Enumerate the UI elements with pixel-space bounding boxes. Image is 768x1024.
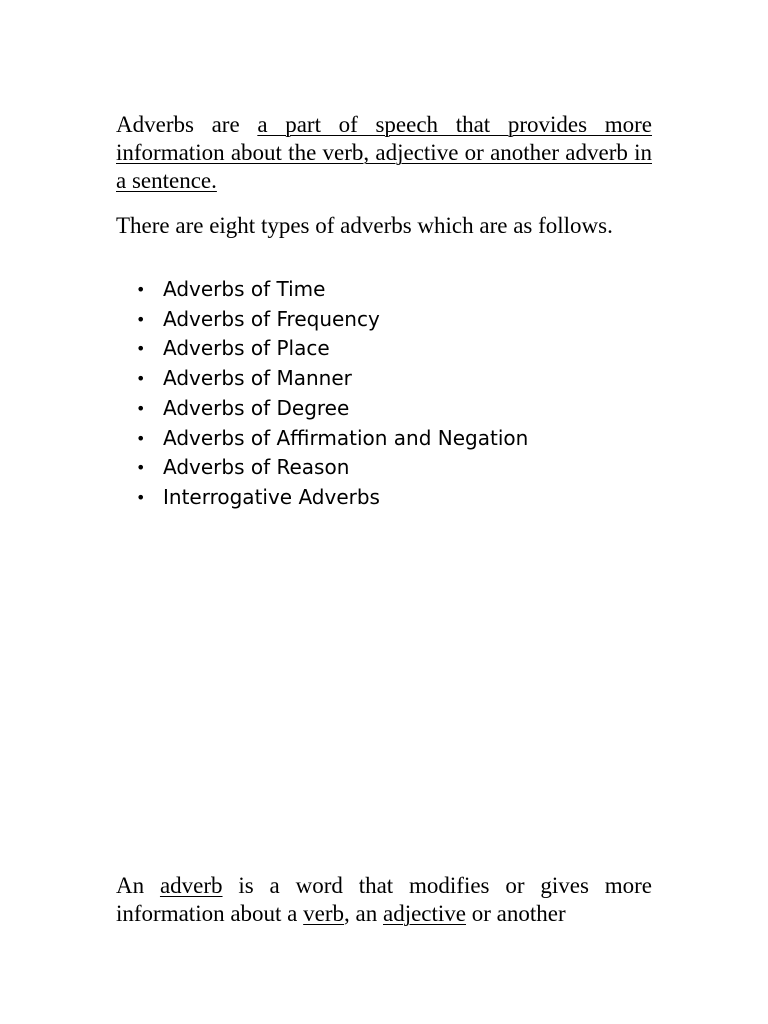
list-item xyxy=(136,453,528,483)
definition-text: is a word that modifies or gives more information about a xyxy=(116,873,652,926)
list-item xyxy=(136,305,528,335)
definition-text: An xyxy=(116,873,160,898)
intro-underlined-definition: a part of speech that provides more information about the verb, adjective or another adverb in a sentence. xyxy=(116,112,652,193)
intro-paragraph xyxy=(116,111,652,195)
adverb-definition-paragraph xyxy=(116,872,652,928)
bullet-icon: • xyxy=(136,458,146,478)
types-intro-paragraph: There are eight types of adverbs which are as follows. xyxy=(116,213,613,238)
adverb-link[interactable]: adverb xyxy=(159,873,223,898)
list-item-label: Adverbs of Manner xyxy=(163,366,352,391)
list-item-label: Interrogative Adverbs xyxy=(163,484,380,509)
bullet-icon: • xyxy=(136,369,146,389)
verb-link[interactable]: verb xyxy=(303,901,345,926)
list-item xyxy=(136,394,528,424)
adjective-link[interactable]: adjective xyxy=(383,901,467,926)
list-item xyxy=(136,275,528,305)
adverb-types-list xyxy=(136,275,528,513)
list-item-label: Adverbs of Time xyxy=(163,277,326,301)
list-item-label: Adverbs of Reason xyxy=(163,455,350,480)
bullet-icon: • xyxy=(136,309,146,329)
definition-text: or another xyxy=(466,901,566,926)
definition-text: , an xyxy=(344,901,383,926)
list-item xyxy=(136,334,528,364)
bullet-icon: • xyxy=(136,428,146,448)
list-item-label: Adverbs of Degree xyxy=(163,395,350,420)
bullet-icon: • xyxy=(136,339,146,359)
bullet-icon: • xyxy=(136,280,146,299)
list-item xyxy=(136,424,528,454)
list-item xyxy=(136,364,528,394)
list-item xyxy=(136,483,528,513)
bullet-icon: • xyxy=(136,487,146,507)
intro-prefix: Adverbs are xyxy=(116,112,258,137)
bullet-icon: • xyxy=(136,398,146,418)
list-item-label: Adverbs of Affirmation and Negation xyxy=(163,425,529,450)
list-item-label: Adverbs of Frequency xyxy=(163,306,380,331)
list-item-label: Adverbs of Place xyxy=(163,336,330,361)
